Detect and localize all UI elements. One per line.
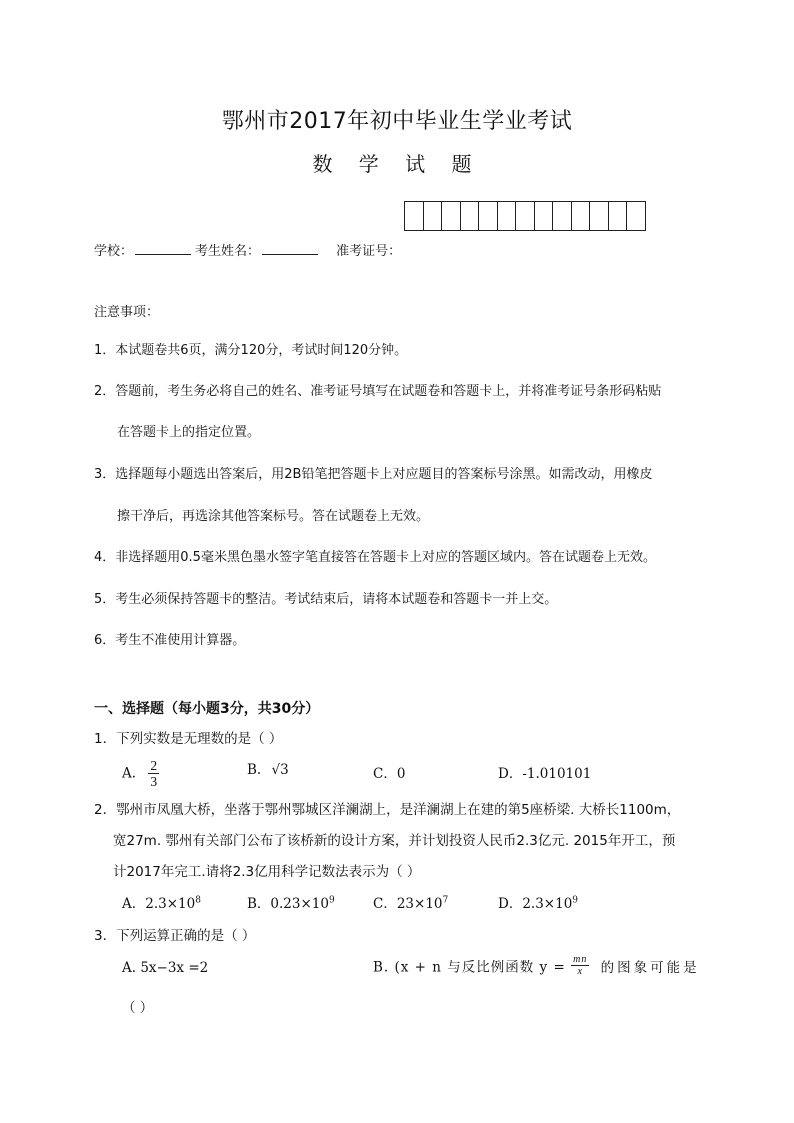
notice-item-3b: 擦干净后，再选涂其他答案标号。答在试题卷上无效。 xyxy=(117,509,430,524)
exam-title: 鄂州市2017年初中毕业生学业考试 xyxy=(221,109,573,134)
q1-a-denominator: 3 xyxy=(150,774,158,789)
q1-stem: 1．下列实数是无理数的是（ ） xyxy=(94,731,283,747)
notice-item-4: 4．非选择题用0.5毫米黑色墨水签字笔直接答在答题卡上对应的答题区域内。答在试题卷上无效。 xyxy=(94,550,656,565)
q3-b-denominator: x xyxy=(577,966,583,977)
q2-c-exponent: 7 xyxy=(442,895,449,906)
q3-b-suffix: 的图象可能是 xyxy=(600,959,700,976)
name-blank xyxy=(262,242,318,255)
q3-option-a: A. 5x−3x =2 xyxy=(122,960,209,976)
exam-id-boxes xyxy=(404,201,646,231)
q1-option-b xyxy=(247,762,289,778)
notice-item-6: 6．考生不准使用计算器。 xyxy=(94,633,246,648)
q2-option-a xyxy=(122,892,201,912)
q1-b-label: B. xyxy=(247,762,262,778)
exam-subtitle: 数 学 试 题 xyxy=(312,152,482,176)
school-blank xyxy=(135,242,191,255)
notice-heading: 注意事项： xyxy=(94,305,160,320)
q2-line-1: 2．鄂州市凤凰大桥，坐落于鄂州鄂城区洋澜湖上，是洋澜湖上在建的第5座桥梁. 大桥长1100m， xyxy=(94,802,681,818)
q3-answer-paren: （ ） xyxy=(122,1000,154,1016)
q1-option-a xyxy=(122,758,159,789)
name-label: 考生姓名： xyxy=(195,244,261,259)
q2-d-base: D．2.3×10 xyxy=(498,896,573,912)
q3-option-b xyxy=(373,954,700,977)
notice-item-1: 1．本试题卷共6页，满分120分，考试时间120分钟。 xyxy=(94,343,408,358)
q1-a-numerator: 2 xyxy=(150,758,158,773)
q2-line-2: 宽27m. 鄂州有关部门公布了该桥新的设计方案，并计划投资人民币2.3亿元. 2015年开工，预 xyxy=(113,833,676,849)
q2-option-b xyxy=(247,892,335,912)
q1-a-label: A. xyxy=(122,765,137,782)
section-heading-choice: 一、选择题（每小题3分，共30分） xyxy=(94,701,320,717)
notice-item-2b: 在答题卡上的指定位置。 xyxy=(117,425,261,440)
q2-option-c xyxy=(373,892,448,912)
q1-b-value: √3 xyxy=(271,762,289,778)
q3-b-numerator: mn xyxy=(573,954,588,965)
q2-a-exponent: 8 xyxy=(195,895,201,906)
q2-b-base: B．0.23×10 xyxy=(247,896,329,912)
school-label: 学校： xyxy=(94,244,134,259)
q3-stem: 3．下列运算正确的是（ ） xyxy=(94,928,256,944)
notice-item-5: 5．考生必须保持答题卡的整洁。考试结束后，请将本试题卷和答题卡一并上交。 xyxy=(94,592,558,607)
notice-item-3a: 3．选择题每小题选出答案后，用2B铅笔把答题卡上对应题目的答案标号涂黑。如需改动，用橡皮 xyxy=(94,467,653,482)
q2-option-d xyxy=(498,892,578,912)
student-info-line xyxy=(94,240,401,259)
notice-item-2a: 2．答题前，考生务必将自己的姓名、准考证号填写在试题卷和答题卡上，并将准考证号条形码粘贴 xyxy=(94,384,662,399)
q2-line-3: 计2017年完工.请将2.3亿用科学记数法表示为（ ） xyxy=(113,864,421,880)
q3-b-fraction xyxy=(571,954,589,977)
q1-option-c: C．0 xyxy=(373,766,406,782)
q2-a-base: A．2.3×10 xyxy=(122,896,196,912)
id-label: 准考证号： xyxy=(336,244,402,259)
q2-c-base: C．23×10 xyxy=(373,896,443,912)
q1-option-d: D．-1.010101 xyxy=(498,766,592,782)
q2-b-exponent: 9 xyxy=(328,895,335,906)
q2-d-exponent: 9 xyxy=(572,895,579,906)
q1-a-fraction xyxy=(148,758,159,789)
q3-b-prefix: B. (x + n 与反比例函数 y = xyxy=(373,959,566,976)
